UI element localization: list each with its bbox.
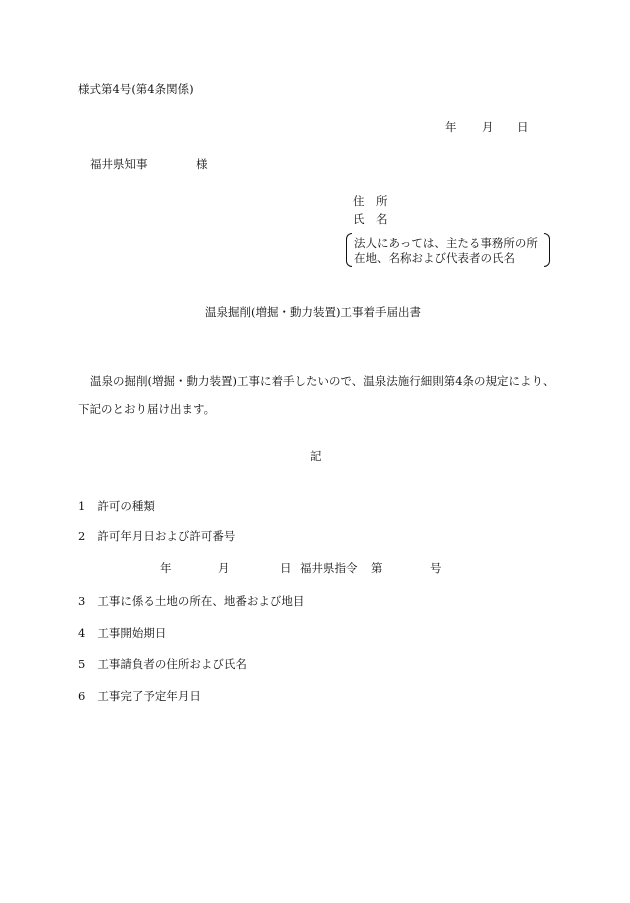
corporate-note: [352, 233, 544, 267]
date-day-label: 日: [517, 120, 529, 134]
date-month-label: 月: [482, 120, 494, 134]
right-parenthesis-bracket: [544, 233, 550, 267]
list-item: [78, 657, 247, 671]
name-label: 氏 名: [353, 212, 388, 226]
item-label: 許可の種類: [97, 499, 155, 513]
list-item: [78, 529, 235, 543]
permit-number-prefix: 第: [371, 561, 383, 575]
corporate-note-line-2: 在地、名称および代表者の氏名: [354, 251, 515, 265]
item-number: 5: [78, 657, 86, 671]
list-item: [78, 499, 155, 513]
body-line-1: 温泉の掘削(増掘・動力装置)工事に着手したいので、温泉法施行細則第4条の規定により、: [90, 374, 555, 388]
body-line-2: 下記のとおり届け出ます。: [78, 402, 216, 416]
permit-year-label: 年: [160, 561, 172, 575]
item-label: 工事開始期日: [97, 626, 167, 640]
permit-number-suffix: 号: [430, 561, 442, 575]
item-label: 工事に係る土地の所在、地番および地目: [97, 594, 305, 608]
list-item: [78, 594, 304, 608]
item-label: 工事完了予定年月日: [97, 689, 201, 703]
form-number: 様式第4号(第4条関係): [78, 82, 194, 96]
ki-heading: 記: [310, 449, 322, 463]
item-number: 1: [78, 499, 86, 513]
date-year-label: 年: [445, 120, 457, 134]
item-label: 工事請負者の住所および氏名: [97, 657, 247, 671]
address-label: 住 所: [353, 194, 388, 208]
corporate-note-line-1: 法人にあっては、主たる事務所の所: [354, 236, 538, 250]
addressee-honorific: 様: [196, 157, 208, 171]
left-parenthesis-bracket: [346, 233, 352, 267]
list-item: [78, 689, 201, 703]
item-number: 2: [78, 529, 86, 543]
item-number: 3: [78, 594, 86, 608]
permit-day-label: 日: [280, 561, 292, 575]
item-label: 許可年月日および許可番号: [97, 529, 236, 543]
permit-month-label: 月: [218, 561, 230, 575]
item-number: 4: [78, 626, 86, 640]
addressee-name: 福井県知事: [90, 157, 148, 171]
item-number: 6: [78, 689, 86, 703]
list-item: [78, 626, 166, 640]
document-title: 温泉掘削(増掘・動力装置)工事着手届出書: [205, 305, 421, 319]
permit-designation: 福井県指令: [300, 561, 358, 575]
